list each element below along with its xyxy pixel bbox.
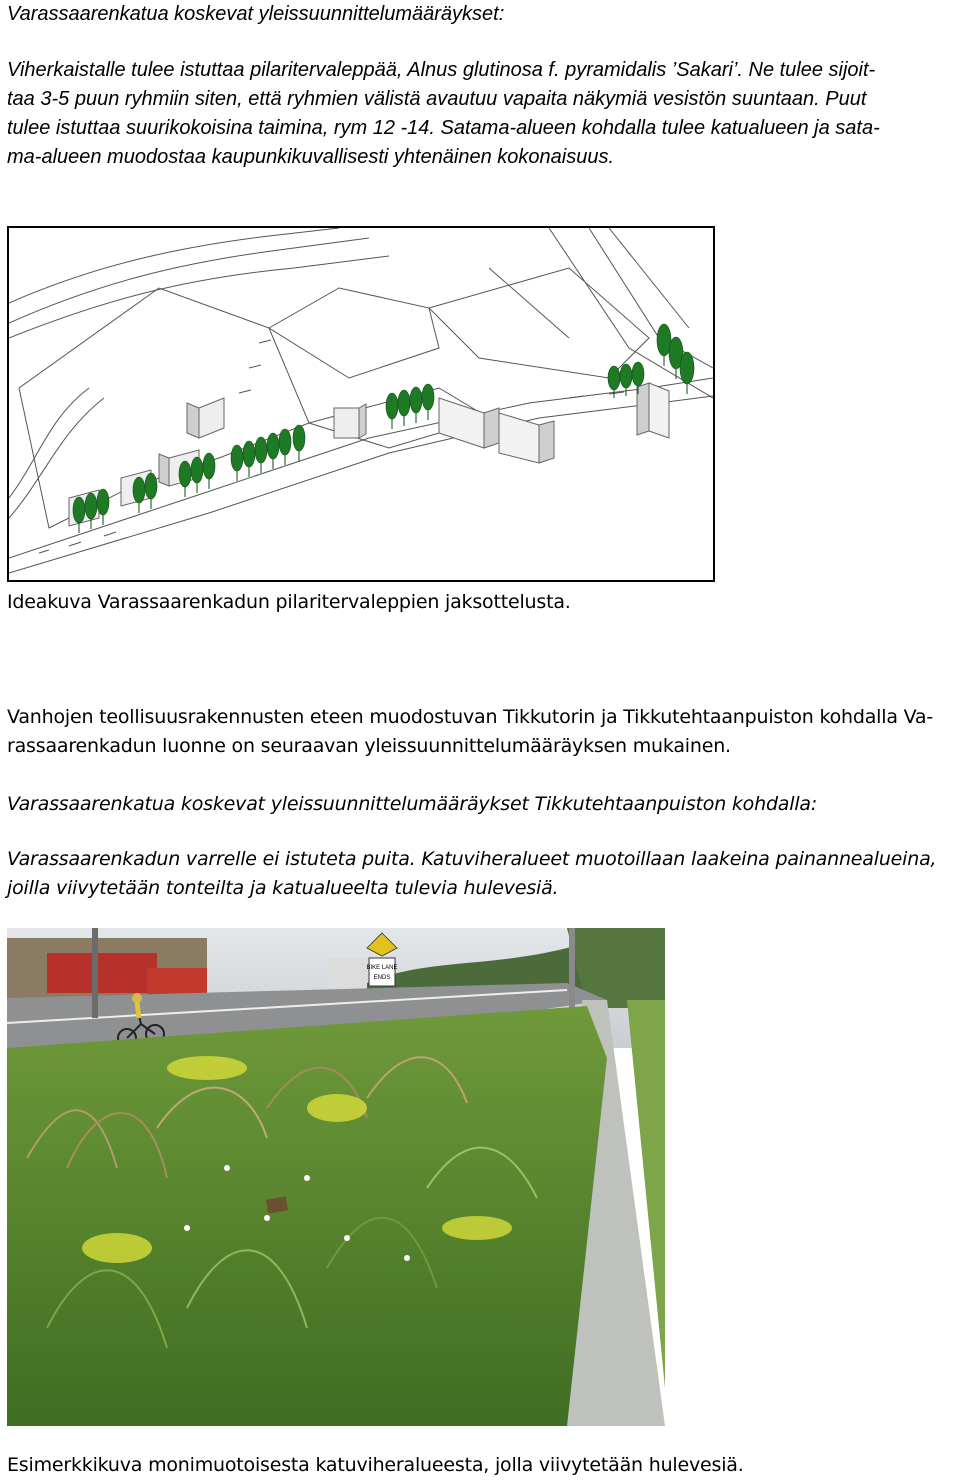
paragraph-3-line: Varassaarenkadun varrelle ei istuteta puita. Katuviheralueet muotoillaan laakeina painannealueina,	[7, 848, 937, 870]
idea-sketch-drawing	[9, 228, 713, 580]
paragraph-1-line: tulee istuttaa suurikokoisina taimina, rym 12 -14. Satama-alueen kohdalla tulee katualueen ja sata-	[7, 117, 880, 139]
figure-1-caption: Ideakuva Varassaarenkadun pilaritervaleppien jaksottelusta.	[7, 591, 571, 613]
tree-group	[386, 384, 434, 419]
paragraph-1-line: Viherkaistalle tulee istuttaa pilaritervaleppää, Alnus glutinosa f. pyramidalis ’Sakari’. Ne tulee sijoit-	[7, 59, 876, 81]
tree-group	[73, 489, 109, 523]
tree-group	[608, 362, 644, 390]
paragraph-1-line: ma-alueen muodostaa kaupunkikuvallisesti yhtenäinen kokonaisuus.	[7, 146, 615, 168]
tree-group	[231, 425, 305, 471]
bioswale-photo-drawing	[7, 928, 665, 1426]
paragraph-2-line: rassaarenkadun luonne on seuraavan yleissuunnittelumääräyksen mukainen.	[7, 735, 731, 757]
heading-1: Varassaarenkatua koskevat yleissuunnittelumääräykset:	[7, 3, 505, 25]
sign-text-line1: BIKE LANE	[366, 965, 398, 971]
bioswale-photo	[7, 928, 665, 1426]
heading-2: Varassaarenkatua koskevat yleissuunnittelumääräykset Tikkutehtaanpuiston kohdalla:	[7, 793, 818, 815]
sign-text-line2: ENDS	[373, 975, 391, 981]
paragraph-3-line: joilla viivytetään tonteilta ja katualueelta tulevia hulevesiä.	[7, 877, 559, 899]
paragraph-1-line: taa 3-5 puun ryhmiin siten, että ryhmien välistä avautuu vapaita näkymiä vesistön suuntaan. Puut	[7, 88, 867, 110]
idea-sketch-figure	[7, 226, 715, 582]
paragraph-2-line: Vanhojen teollisuusrakennusten eteen muodostuvan Tikkutorin ja Tikkutehtaanpuiston kohdalla Va-	[7, 706, 934, 728]
figure-2-caption: Esimerkkikuva monimuotoisesta katuviheralueesta, jolla viivytetään hulevesiä.	[7, 1454, 744, 1476]
